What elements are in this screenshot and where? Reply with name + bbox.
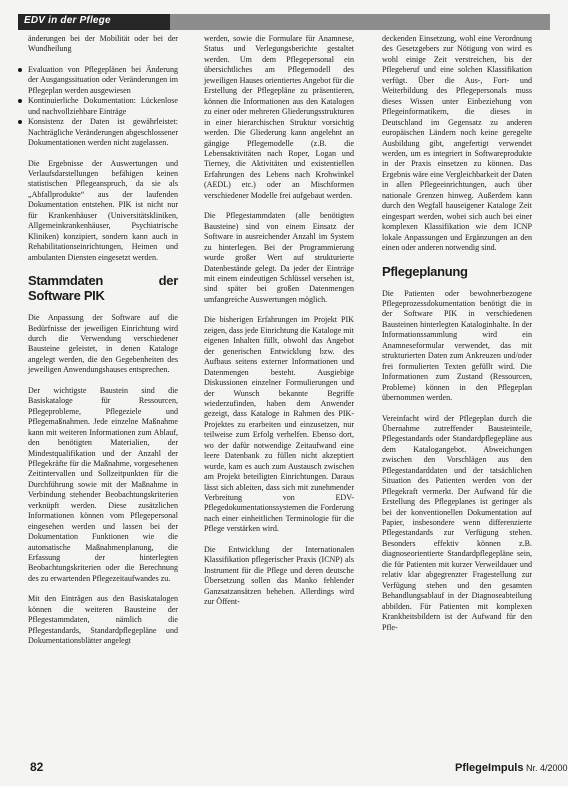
paragraph: Die Anpassung der Software auf die Bedürfnisse der jeweiligen Einrichtung wird durch die Verwendung verschiedener Bausteine geleistet, in denen Kataloge angelegt werden, die den Gegebenheiten des jeweiligen Anwendungshauses entsprechen.: [28, 313, 178, 375]
bullet-list: [28, 65, 178, 149]
paragraph: werden, sowie die Formulare für Anamnese, Status und Verlegungsberichte gestaltet werden. Um dem Pflegepersonal ein übersichtliches am Pflegemodell des jeweiligen Hauses orientiertes Angebot für die Erstellung der Pflegepläne zu präsentieren, können die Informationen aus den Katalogen zu einer oder mehreren Gliederungsstrukturen in einer hierarchischen Struktur vorsichtig werden. Die Gliederung kann angelehnt an gängige Pflegemodelle (z.B. die Lebensaktivitäten nach Roper, Logan und Tierney, die Aktivitäten und existentiellen Erfahrungen des Lebens nach Krohwinkel (AEDL) etc.) oder an Mischformen verschiedener Modelle frei aufgebaut werden.: [204, 34, 354, 200]
list-item: Evaluation von Pflegeplänen bei Änderung der Ausgangssituation oder Veränderungen im Pflegeplan werden ausgewiesen: [28, 64, 178, 95]
column-1: [28, 34, 178, 657]
column-3: [382, 34, 532, 643]
section-heading: Pflegeplanung: [382, 263, 468, 279]
list-item: Konsistenz der Daten ist gewährleistet: Nachträgliche Veränderungen abgeschlossener Dokumentationen werden nicht zugelassen.: [28, 117, 178, 148]
publication-footer: [455, 762, 568, 774]
page-number: 82: [30, 760, 44, 774]
publication-name: PflegeImpuls: [455, 762, 524, 774]
column-2: [204, 34, 354, 618]
paragraph: Der wichtigste Baustein sind die Basiskataloge für Ressourcen, Pflegeprobleme, Pflegeziele und Pflegemaßnahmen. Jede einzelne Maßnahme kann mit weiteren Informationen zum Ablauf, den benötigten Materialien, der Mindestqualifikation und der Anzahl der Pflegekräfte für die Maßnahme, vorgesehenen Zeitintervallen und Sollzeitpunkten für die Durchführung sowie mit der Maßnahme in Verbindung stehender Beobachtungskriterien verknüpft werden. Diese zusätzlichen Informationen können vom Pflegepersonal eingesehen werden und lassen bei der Dokumentation Funktionen wie die automatische Maßnahmenplanung, die Erfassung der hinterlegten Beobachtungskriterien oder die Berechnung des zu erwartenden Pflegezeitaufwandes zu.: [28, 385, 178, 583]
paragraph: änderungen bei der Mobilität oder bei der Wundheilung: [28, 34, 178, 54]
paragraph: Vereinfacht wird der Pflegeplan durch die Übernahme zutreffender Bausteinteile, Pflegestandards oder Standardpflegepläne aus dem Katalogangebot. Abweichungen zwischen den Vorschlägen aus den Pflegestandarddaten und der tatsächlichen Situation des Patienten werden von der Pflegekraft vermerkt. Der Aufwand für die Erstellung des Pflegeplanes ist geringer als bei der konventionellen Dokumentation auf Papier, insbesondere wenn differenzierte Pflegestandards zur Verfügung stehen. Besonders effektiv können z.B. diagnoseorientierte Standardpflegepläne sein, die für Patienten mit kurzer Verweildauer und relativ klar abgegrenzter Fragestellung zur Verfügung stehen und den gesamten Behandlungsablauf in der Diagnoseabteilung abbilden. Für Patienten mit komplexen Krankheitsbildern ist der Aufwand für den Pfle-: [382, 413, 532, 632]
paragraph: Die bisherigen Erfahrungen im Projekt PIK zeigen, dass jede Einrichtung die Kataloge mit eigenen Inhalten füllt, obwohl das Angebot der generischen Entwicklung bzw. des Aufbaus seitens externer Informationen und Datenmengen besteht. Ausgiebige Diskussionen einzelner Formulierungen und der Wunsch bekannte Begriffe wiederzufinden, haben dem Anwender gezeigt, dass Kataloge in Rahmen des PIK-Projektes zu erarbeiten und einzusetzen, nur teilweise zum Erfolg verhelfen. Ebenso dort, wo der dafür notwendige Zeitaufwand eine leere Datenbank zu füllen nicht akzeptiert wurde, kam es auch zum Austausch zwischen am Projekt beteiligten Einrichtungen. Daraus lässt sich ableiten, dass sich mit zunehmender Verbreitung von EDV-Pflegedokumentationssystemen die Forderung nach einer einheitlichen Terminologie für die Pflege verstärken wird.: [204, 315, 354, 534]
paragraph: Die Pflegestammdaten (alle benötigten Bausteine) sind von einem Einsatz der Software in ausreichender Anzahl im System zu hinterlegen. Bei der Programmierung wurde großer Wert auf strukturierte Datenbestände gelegt. Da jeder der Einträge mit einem eindeutigen Schlüssel versehen ist, sind später bei großen Datenmengen umfangreiche Auswertungen möglich.: [204, 211, 354, 304]
issue-number: Nr. 4/2000: [525, 763, 568, 773]
paragraph: Die Ergebnisse der Auswertungen und Verlaufsdarstellungen befähigen keinen statistischen Pflegeanspruch, da sie als „Abfallprodukte“ aus der laufenden Dokumentation entstehen. PIK ist nicht nur für Krankenhäuser (Universitätskliniken, Allgemeinkrankenhäuser, Psychiatrische Kliniken) konzipiert, sondern kann auch in Rehabilitationseinrichtungen, Heimen und ambulanten Diensten eingesetzt werden.: [28, 158, 178, 262]
header-rule: [170, 14, 550, 30]
paragraph: Die Entwicklung der Internationalen Klassifikation pflegerischer Praxis (ICNP) als Instrument für die Pflege und deren deutsche Übersetzung sollen das Manko fehlender Ganzsatzansätzen beheben. Allerdings wird zur Öffent-: [204, 544, 354, 607]
paragraph: Die Patienten oder bewohnerbezogene Pflegeprozessdokumentation benötigt die in der Software PIK in verschiedenen Bausteinen hinterlegten Kataloginhalte. In der Informationssammlung wird ein Anamneseformular verwendet, das mit strukturierten Daten zum Ankreuzen und/oder frei formulierten Texten gefüllt wird. Die Informationen zum Zustand (Ressourcen, Probleme) können in den Pflegeplan übernommen werden.: [382, 288, 532, 403]
list-item: Kontinuierliche Dokumentation: Lückenlose und nachvollziehbare Einträge: [28, 96, 178, 116]
paragraph: deckenden Einsetzung, wohl eine Verordnung des Gesetzgebers zur Nötigung von wird es wohl einige Zeit verstreichen, bis der Pflegeberuf und eine solchen Klassifikation verfügt. Über die Aus-, Fort- und Weiterbildung des Pflegepersonals muss dieses Wissen unter Einbeziehung von Pflegeinformatikern, die dieses in Deutschland im Gegensatz zu anderen europäischen Ländern noch keine geregelte Ausbildung gibt, angefertigt verwendet werden, um es integriert in Softwareprodukte in der Praxis einsetzen zu können. Das Ergebnis wäre eine Vergleichbarkeit der Daten in allen Pflegeeinrichtungen, auch über nationale Grenzen hinweg. Außerdem kann durch den Wegfall hauseigener Kataloge Zeit eingespart werden, wobei sich auch bei einer komplexen Klassifikation wie dem ICNP lokale Anpassungen und Ergänzungen an den einen oder anderen notwendig sind.: [382, 34, 532, 253]
paragraph: Mit den Einträgen aus den Basiskatalogen können die weiteren Bausteine der Pflegestammdaten, nämlich die Pflegestandards, Standardpflegepläne und Dokumentationsblätter angelegt: [28, 594, 178, 646]
section-header-title: EDV in der Pflege: [24, 15, 111, 26]
section-heading: Stammdaten der Software PIK: [28, 273, 178, 304]
